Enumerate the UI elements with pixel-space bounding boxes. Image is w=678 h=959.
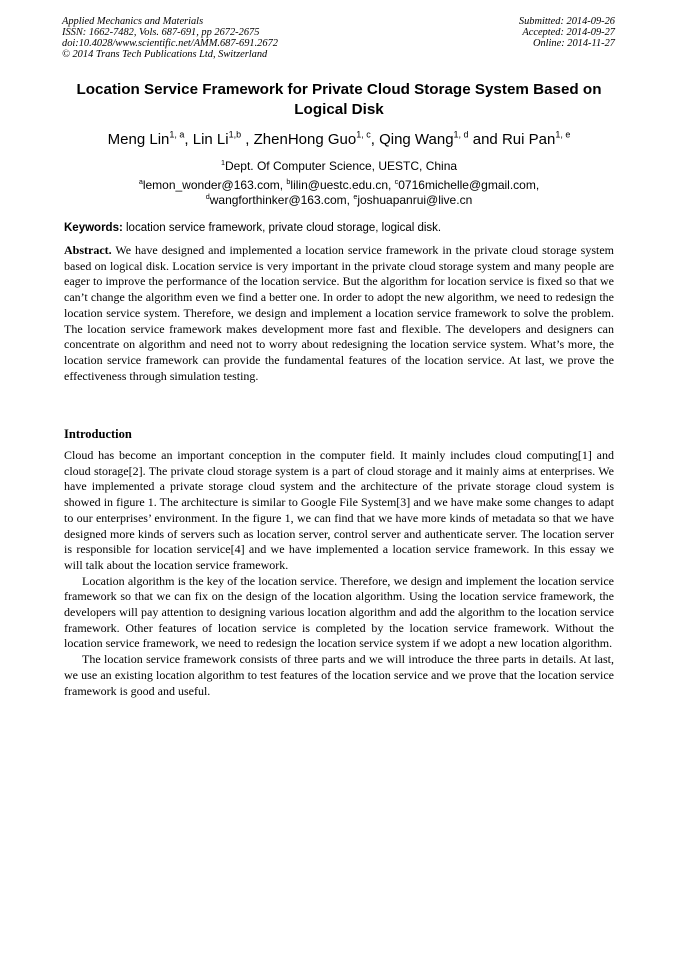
doi-line: doi:10.4028/www.scientific.net/AMM.687-691.2672: [62, 38, 278, 49]
journal-info: [62, 16, 278, 60]
email-sup: e: [353, 191, 358, 201]
abstract-text: We have designed and implemented a location service framework in the private cloud storage system based on logical disk. Location service is very important in the private cloud storage system and many people are eager to improve the performance of the location service. But the algorithm for location service is fixed so that we can’t change the algorithm even we find a better one. In order to adopt the new algorithm, we need to redesign the location service system. Therefore, we design and implement a location service framework to solve the problem. The location service framework makes development more fast and flexible. The developers and designers can concentrate on algorithm and need not to worry about redesigning the location service system. What’s more, the location service framework can provide the fundamental features of the location service. At last, we prove the effectiveness through simulation testing.: [64, 243, 614, 383]
accepted-date: Accepted: 2014-09-27: [522, 27, 615, 38]
email-sup: a: [138, 176, 143, 186]
author-name: Meng Lin: [107, 131, 170, 148]
keywords-text: location service framework, private cloud storage, logical disk.: [126, 222, 442, 234]
paragraph: Cloud has become an important conception in the computer field. It mainly includes cloud computing[1] and cloud storage[2]. The private cloud storage system is a part of cloud storage and it mainly aims at enterprises. We have implemented a private storage cloud system and the architecture of the private storage cloud system is showed in figure 1. The architecture is similar to Google File System[3] and we have make some changes to adapt to our enterprises’ environment. In the figure 1, we can find that we have more kinds of metadata so that we have designed more kinds of servers such as location server, control server and authenticate server. The location server is responsible for location service[4] and we have implemented a location service framework. In this essay we will talk about the location service framework.: [64, 448, 614, 572]
email-address: lilin@uestc.edu.cn,: [290, 178, 395, 192]
email-sup: d: [205, 191, 210, 201]
affiliation-text: Dept. Of Computer Science, UESTC, China: [224, 159, 458, 173]
submission-dates: [519, 16, 615, 49]
author-name: ZhenHong Guo: [253, 131, 357, 148]
affiliation: [20, 158, 658, 174]
author-sup: 1, a: [169, 129, 185, 140]
author-name: Qing Wang: [379, 131, 454, 148]
email-address: wangforthinker@163.com,: [209, 193, 354, 207]
copyright-line: © 2014 Trans Tech Publications Ltd, Switzerland: [62, 49, 268, 60]
author-sup: 1, c: [356, 129, 371, 140]
author-sep: and: [468, 131, 502, 148]
online-date: Online: 2014-11-27: [532, 38, 615, 49]
introduction-body: [64, 448, 614, 699]
paragraph: Location algorithm is the key of the location service. Therefore, we design and implement the location service framework so that we can fix on the design of the location algorithm. Using the location service framework, the developers will pay attention to designing various location algorithm and add the algorithm to the location service framework. Other features of location service is completed by the location service framework. Without the location service framework, we need to redesign the location service system if we adopt a new location algorithm.: [64, 573, 614, 651]
author-name: Rui Pan: [501, 131, 556, 148]
section-heading-introduction: Introduction: [64, 427, 132, 441]
email-line: [20, 178, 658, 193]
author-sep: ,: [241, 131, 254, 148]
email-line: [20, 193, 658, 208]
abstract-label: Abstract.: [64, 243, 112, 257]
affiliation-sup: 1: [220, 157, 225, 167]
author-sup: 1,b: [228, 129, 242, 140]
author-list: [20, 130, 658, 150]
author-sep: ,: [184, 131, 193, 148]
abstract: [64, 243, 614, 384]
email-sup: c: [394, 176, 399, 186]
email-address: 0716michelle@gmail.com,: [398, 178, 540, 192]
email-address: joshuapanrui@live.cn: [357, 193, 473, 207]
keywords-label: Keywords:: [64, 222, 123, 234]
author-sup: 1, d: [453, 129, 469, 140]
journal-name: Applied Mechanics and Materials: [62, 16, 204, 27]
author-name: Lin Li: [192, 131, 229, 148]
keywords: [64, 221, 616, 236]
paper-title: Location Service Framework for Private Cloud Storage System Based on Logical Disk: [76, 81, 602, 118]
author-sep: ,: [370, 131, 380, 148]
issn-line: ISSN: 1662-7482, Vols. 687-691, pp 2672-2675: [62, 27, 260, 38]
submitted-date: Submitted: 2014-09-26: [518, 16, 615, 27]
email-sup: b: [286, 176, 291, 186]
email-list: [20, 178, 658, 208]
paragraph: The location service framework consists of three parts and we will introduce the three parts in details. At last, we use an existing location algorithm to test features of the location service and we prove that the location service framework is good and useful.: [64, 652, 614, 698]
email-address: lemon_wonder@163.com,: [142, 178, 287, 192]
author-sup: 1, e: [555, 129, 571, 140]
